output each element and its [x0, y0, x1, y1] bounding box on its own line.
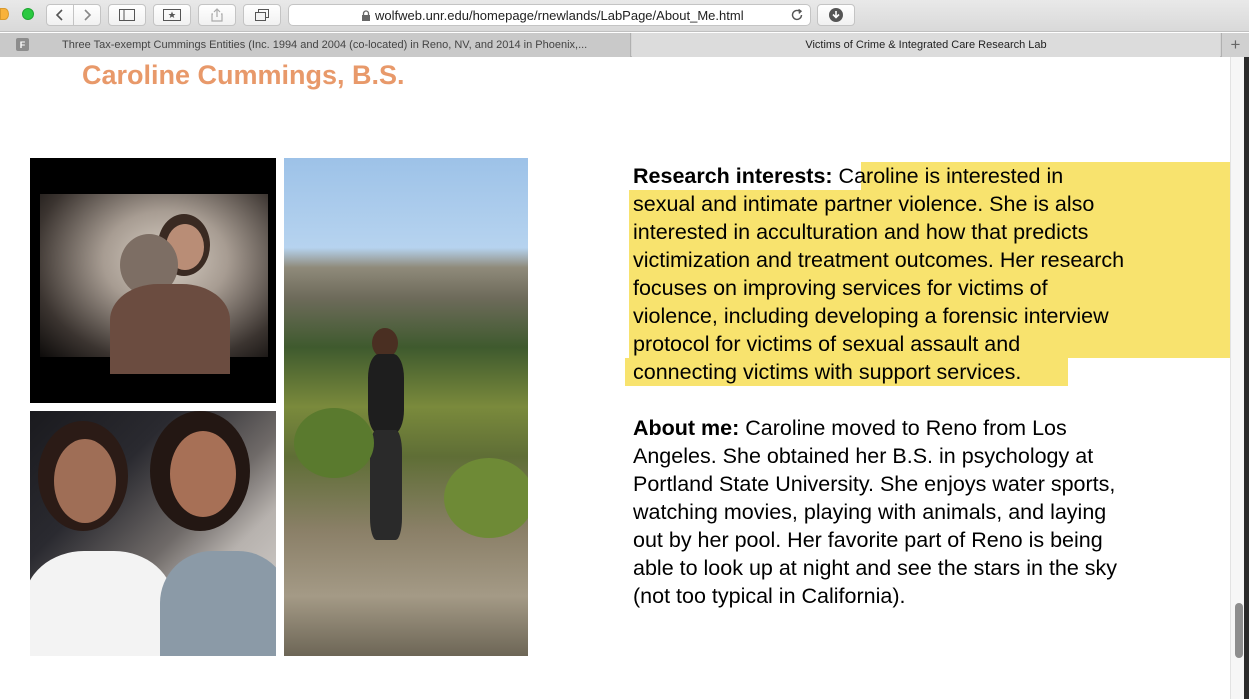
- star-icon: [163, 9, 181, 21]
- reload-icon[interactable]: [790, 8, 804, 22]
- about-line: (not too typical in California).: [633, 584, 906, 608]
- forward-button[interactable]: [73, 4, 101, 26]
- share-button[interactable]: [198, 4, 236, 26]
- tab-active[interactable]: [632, 33, 1220, 57]
- tab-bar: [0, 33, 1249, 57]
- research-line: Caroline is interested in: [832, 164, 1064, 188]
- research-line: connecting victims with support services.: [633, 360, 1022, 384]
- back-button[interactable]: [46, 4, 74, 26]
- download-icon: [828, 7, 844, 23]
- research-line: victimization and treatment outcomes. Her research: [633, 248, 1125, 272]
- about-line: able to look up at night and see the stars in the sky: [633, 556, 1118, 580]
- photo-with-cat: [30, 158, 276, 403]
- maximize-window-button[interactable]: [22, 8, 34, 20]
- window-edge: [1244, 57, 1249, 699]
- research-line: protocol for victims of sexual assault and: [633, 332, 1021, 356]
- about-me-section: [633, 414, 1193, 610]
- research-line: sexual and intimate partner violence. She is also: [633, 192, 1095, 216]
- tabs-icon: [255, 9, 269, 21]
- photo-with-family: [30, 411, 276, 656]
- chevron-right-icon: [82, 9, 92, 21]
- about-line: Angeles. She obtained her B.S. in psychology at: [633, 444, 1094, 468]
- tab-title: Three Tax-exempt Cummings Entities (Inc. 1994 and 2004 (co-located) in Reno, NV, and 2014 in Phoenix,...: [62, 39, 588, 51]
- favicon-icon: F: [16, 38, 29, 51]
- photo-hiking: [284, 158, 528, 656]
- research-interests-section: [633, 162, 1193, 386]
- research-line: violence, including developing a forensic interview: [633, 304, 1109, 328]
- about-me-label: About me:: [633, 416, 740, 440]
- lock-icon: [361, 10, 371, 22]
- research-interests-label: Research interests:: [633, 164, 833, 188]
- page-content: [0, 57, 1230, 699]
- bookmarks-button[interactable]: [153, 4, 191, 26]
- page-title: Caroline Cummings, B.S.: [82, 60, 405, 90]
- tab-title: Victims of Crime & Integrated Care Research Lab: [805, 39, 1047, 51]
- bio-text: [633, 162, 1193, 610]
- url-text: wolfweb.unr.edu/homepage/rnewlands/LabPage/About_Me.html: [375, 8, 744, 23]
- show-tabs-button[interactable]: [243, 4, 281, 26]
- browser-toolbar: [0, 0, 1249, 32]
- sidebar-icon: [119, 9, 135, 21]
- scrollbar-thumb[interactable]: [1235, 603, 1243, 658]
- research-line: interested in acculturation and how that predicts: [633, 220, 1089, 244]
- new-tab-button[interactable]: +: [1221, 33, 1249, 57]
- address-bar[interactable]: [288, 4, 811, 26]
- about-line: watching movies, playing with animals, and laying: [633, 500, 1107, 524]
- about-line: out by her pool. Her favorite part of Reno is being: [633, 528, 1103, 552]
- sidebar-button[interactable]: [108, 4, 146, 26]
- tab-inactive[interactable]: [0, 33, 631, 57]
- chevron-left-icon: [55, 9, 65, 21]
- minimize-window-button[interactable]: [0, 8, 9, 20]
- share-icon: [211, 8, 223, 22]
- research-line: focuses on improving services for victims of: [633, 276, 1048, 300]
- about-line: Portland State University. She enjoys water sports,: [633, 472, 1116, 496]
- downloads-button[interactable]: [817, 4, 855, 26]
- about-line: Caroline moved to Reno from Los: [739, 416, 1067, 440]
